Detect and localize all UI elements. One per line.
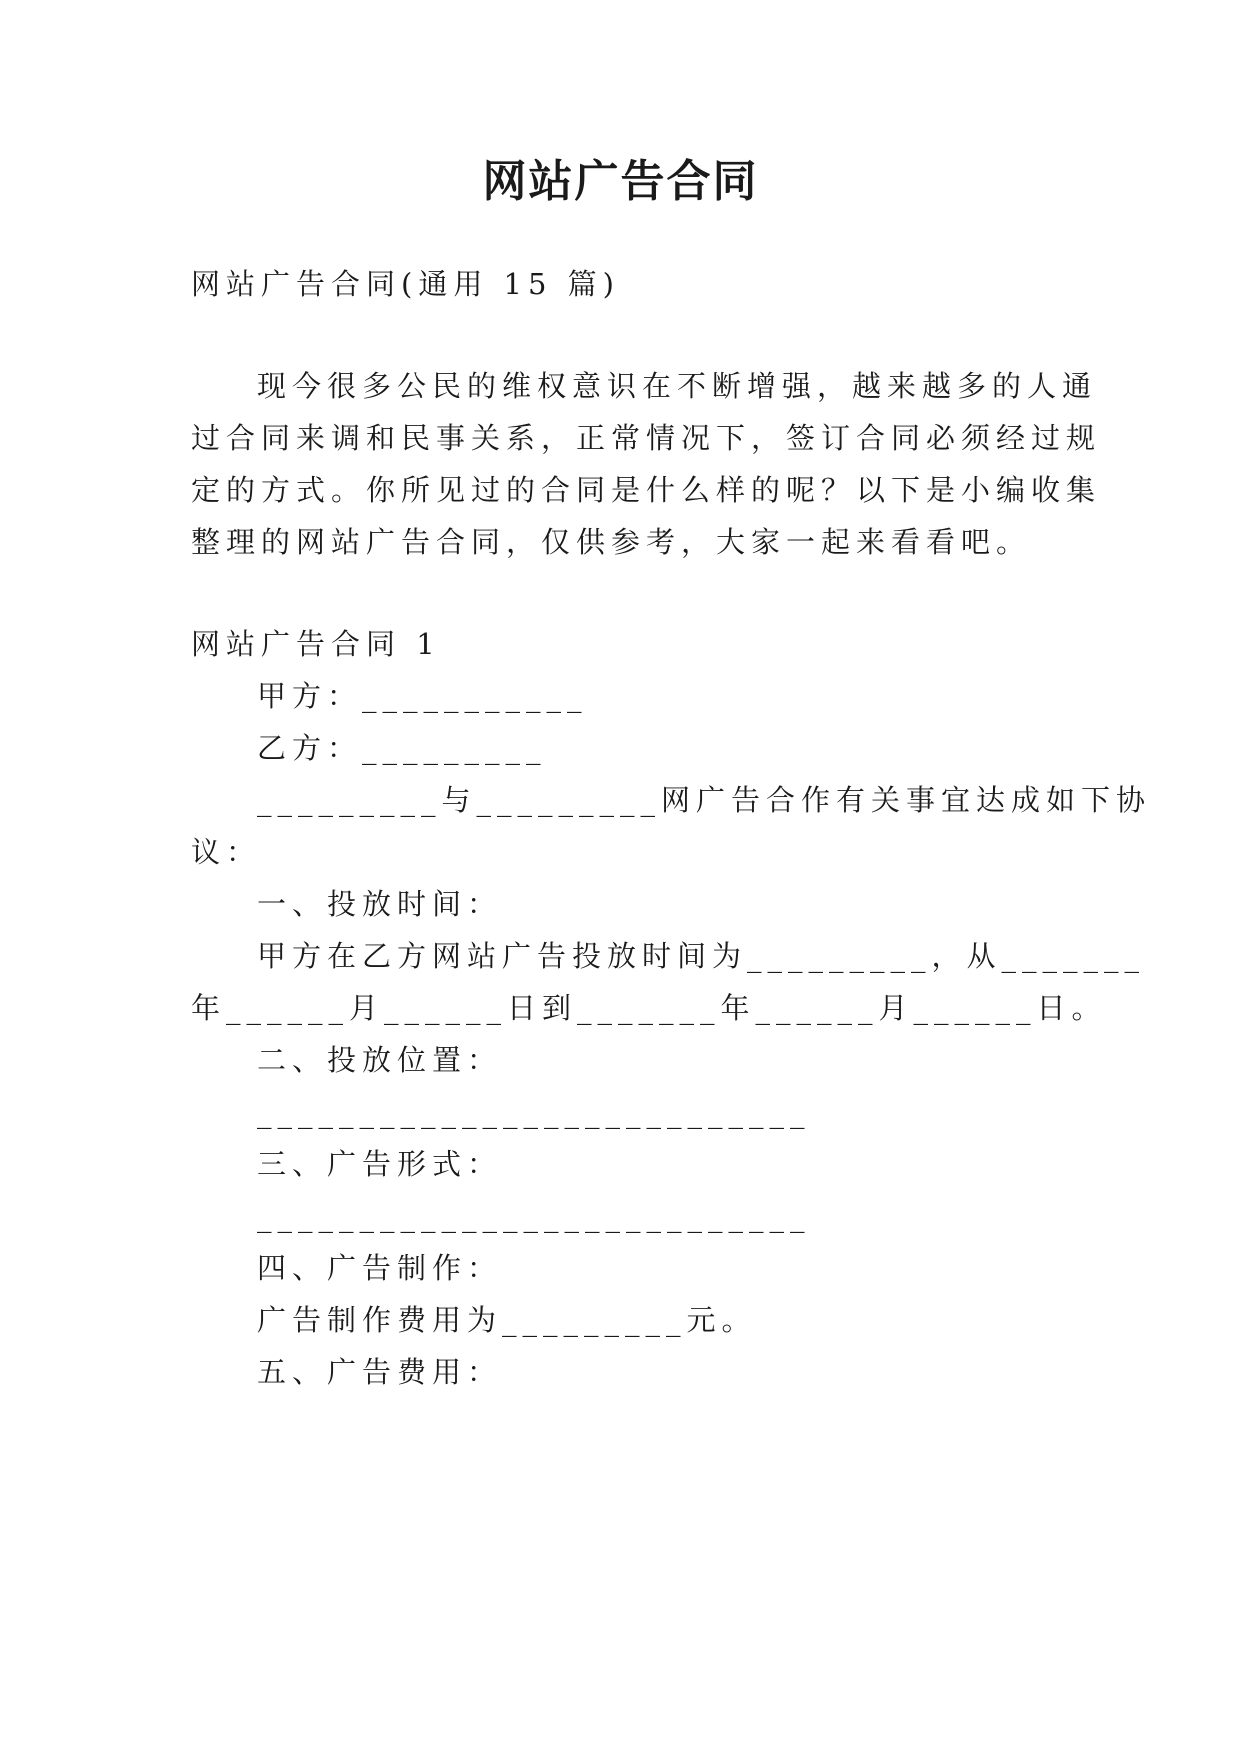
intro-line-1: 现今很多公民的维权意识在不断增强，越来越多的人通	[257, 369, 1098, 403]
item-2-blank: ___________________________	[257, 1095, 811, 1129]
item-4-heading: 四、广告制作：	[257, 1251, 503, 1285]
item-3-blank: ___________________________	[257, 1199, 811, 1233]
item-3-heading: 三、广告形式：	[257, 1147, 503, 1181]
section-heading: 网站广告合同 1	[191, 627, 441, 661]
party-b-line: 乙方：_________	[257, 731, 547, 765]
agreement-line-2: 议：	[191, 835, 262, 869]
party-a-line: 甲方：___________	[257, 679, 588, 713]
intro-line-3: 定的方式。你所见过的合同是什么样的呢？以下是小编收集	[191, 473, 1102, 507]
document-title: 网站广告合同	[482, 156, 759, 207]
item-1-line-2: 年______月______日到_______年______月______日。	[191, 991, 1107, 1025]
intro-line-2: 过合同来调和民事关系，正常情况下，签订合同必须经过规	[191, 421, 1102, 455]
item-4-line: 广告制作费用为_________元。	[257, 1303, 757, 1337]
item-1-heading: 一、投放时间：	[257, 887, 503, 921]
document-subtitle: 网站广告合同(通用 15 篇)	[191, 267, 620, 301]
item-2-heading: 二、投放位置：	[257, 1043, 503, 1077]
item-5-heading: 五、广告费用：	[257, 1355, 503, 1389]
item-1-line-1: 甲方在乙方网站广告投放时间为_________，从_______	[257, 939, 1146, 973]
agreement-line-1: _________与_________网广告合作有关事宜达成如下协	[257, 783, 1152, 817]
intro-line-4: 整理的网站广告合同，仅供参考，大家一起来看看吧。	[191, 525, 1032, 559]
